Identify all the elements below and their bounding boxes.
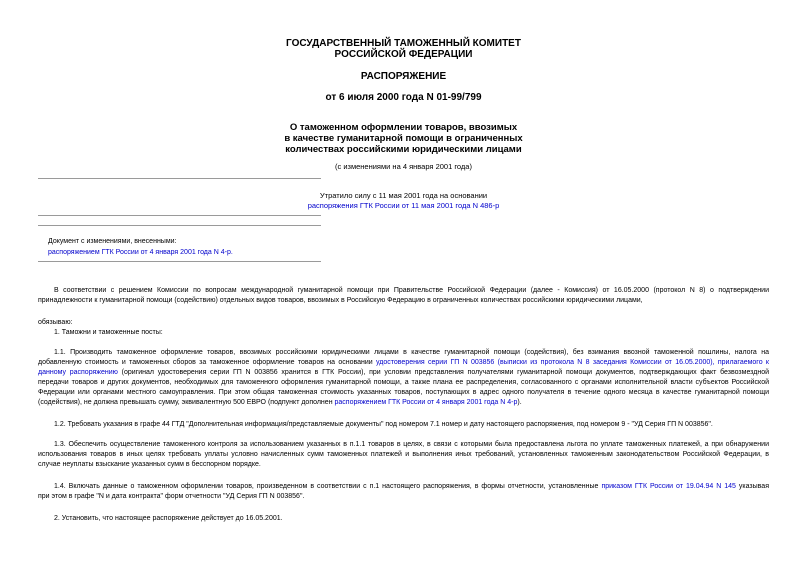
appendix-link[interactable]: данному распоряжению xyxy=(38,369,118,376)
expired-basis-link[interactable]: распоряжения ГТК России от 11 мая 2001 года N 486-р xyxy=(307,201,500,210)
item-1: 1. Таможни и таможенные посты: xyxy=(54,329,163,336)
order-145-link[interactable]: приказом ГТК России от 19.04.94 N 145 xyxy=(601,483,736,490)
item-1-2: 1.2. Требовать указания в графе 44 ГТД "Дополнительная информация/представляемые документы" под номером 7.1 номер и дату настоящего распоряжения, под номером 9 - "УД Серия ГП N 003856". xyxy=(54,421,713,428)
expired-note: Утратило силу с 11 мая 2001 года на основании xyxy=(319,191,488,200)
intro-paragraph xyxy=(38,286,769,306)
doc-title-line3: количествах российскими юридическими лицами xyxy=(285,144,522,155)
amendment-link[interactable]: распоряжением ГТК России от 4 января 2001 года N 4-р xyxy=(334,399,518,406)
doc-type: РАСПОРЯЖЕНИЕ xyxy=(360,71,447,82)
amendment-note: (с изменениями на 4 января 2001 года) xyxy=(335,162,472,171)
doc-title-line1: О таможенном оформлении товаров, ввозимых xyxy=(289,122,518,133)
item-2: 2. Установить, что настоящее распоряжение действует до 16.05.2001. xyxy=(54,515,283,522)
item-1-4: 1.4. Включать данные о таможенном оформлении товаров, произведенном в соответствии с п.1 настоящего распоряжения, в формы отчетности, установленные приказом ГТК России от 19.04.94 N 145 указывая при этом в графе "N и дата контракта" форм отчетности "УД Серия ГП N 003856". xyxy=(38,483,769,500)
divider xyxy=(38,225,321,226)
divider xyxy=(38,215,321,216)
org-name-line2: РОССИЙСКОЙ ФЕДЕРАЦИИ xyxy=(334,49,473,60)
certificate-link[interactable]: удостоверения серии ГП N 003856 (выписки из протокола N 8 заседания Комиссии от 16.05.2000), прилагаемого к xyxy=(376,359,769,366)
changes-link[interactable]: распоряжением ГТК России от 4 января 2001 года N 4-р. xyxy=(48,249,233,256)
item-1-1: 1.1. Производить таможенное оформление товаров, ввозимых российскими юридическими лицами в качестве гуманитарной помощи (содействия), без взимания ввозной таможенной пошлины, налога на добавленную стоимость и таможенных сборов за таможенное оформление товаров на основании удостоверения серии ГП N 003856 (выписки из протокола N 8 заседания Комиссии от 16.05.2000), прилагаемого к данному распоряжению (оригинал удостоверения серии ГП N 003856 хранится в ГТК России), при условии представления получателями гуманитарной помощи документов, подтверждающих факт безвозмездной передачи товаров и других документов, необходимых для таможенного оформления гуманитарной помощи, а также плана ее распределения, согласованного с органами исполнительной власти субъектов Российской Федерации или органами местного самоуправления. При этом общая таможенная стоимость указанных товаров, поступающих в адрес одного получателя в течение одного месяца в качестве гуманитарной помощи (содействия), не должна превышать сумму, эквивалентную 500 ЕВРО (подпункт дополнен распоряжением ГТК России от 4 января 2001 года N 4-р). xyxy=(38,349,769,406)
changes-label: Документ с изменениями, внесенными: xyxy=(48,238,177,245)
divider xyxy=(38,261,321,262)
intro-line1: В соответствии с решением Комиссии по вопросам международной гуманитарной помощи при Правительстве Российской Федерации (далее - Комиссия) от 16.05.2000 (протокол N 8) о подтверждении xyxy=(54,287,769,294)
obyazyvayu: обязываю: xyxy=(38,319,73,326)
doc-title-line2: в качестве гуманитарной помощи в ограниченных xyxy=(284,133,523,144)
intro-line2: принадлежности к гуманитарной помощи (содействию) отдельных видов товаров, ввозимых в Российскую Федерацию в ограниченных количествах российскими юридическими лицами, xyxy=(38,297,643,304)
divider xyxy=(38,178,321,179)
org-name-line1: ГОСУДАРСТВЕННЫЙ ТАМОЖЕННЫЙ КОМИТЕТ xyxy=(286,38,521,49)
item-1-3: 1.3. Обеспечить осуществление таможенного контроля за использованием указанных в п.1.1 товаров в целях, в связи с которыми была предоставлена льгота по уплате таможенных платежей, а при обнаружении использования товаров в иных целях требовать уплаты условно начисленных сумм таможенных платежей и выполнения иных требований, установленных таможенным законодательством Российской Федерации, в случае неуплаты взыскание указанных сумм в бесспорном порядке. xyxy=(38,441,769,468)
doc-date-number: от 6 июля 2000 года N 01-99/799 xyxy=(325,92,482,103)
